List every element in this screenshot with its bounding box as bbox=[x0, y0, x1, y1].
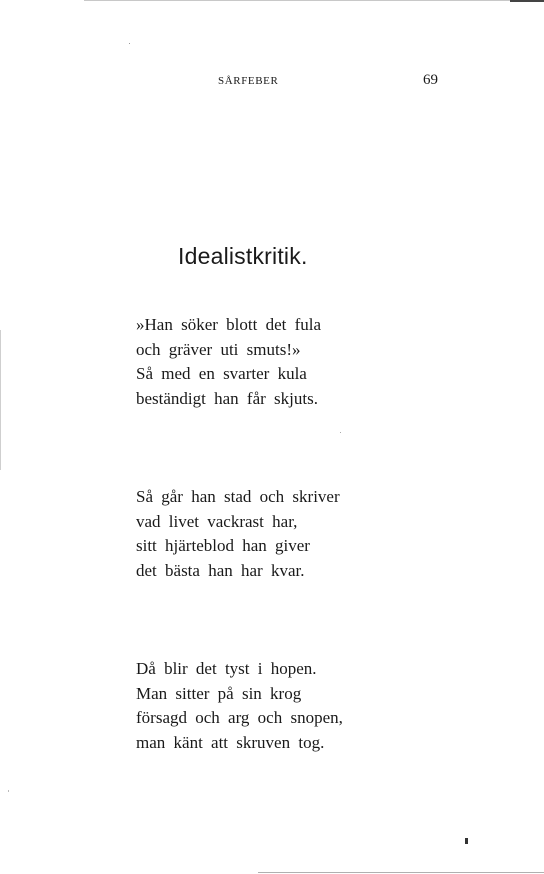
ink-speck bbox=[340, 432, 341, 433]
poem-line: försagd och arg och snopen, bbox=[136, 708, 343, 727]
scan-edge-bottom bbox=[258, 872, 544, 873]
poem-line: Då blir det tyst i hopen. bbox=[136, 659, 317, 678]
scan-edge-top bbox=[84, 0, 544, 1]
poem-line: Så med en svarter kula bbox=[136, 364, 307, 383]
poem-line: Man sitter på sin krog bbox=[136, 683, 302, 703]
stanza-2 bbox=[136, 485, 340, 583]
poem-line: Så går han stad och skriver bbox=[136, 487, 340, 506]
poem-line: sitt hjärteblod han giver bbox=[136, 536, 310, 555]
stanza-3 bbox=[136, 657, 343, 755]
poem-title: Idealistkritik. bbox=[178, 243, 308, 269]
poem-line: beständigt han får skjuts. bbox=[136, 388, 318, 408]
scan-edge-left bbox=[0, 330, 1, 470]
ink-speck bbox=[8, 790, 9, 792]
poem-line: och gräver uti smuts!» bbox=[136, 339, 301, 359]
page-number: 69 bbox=[423, 72, 438, 88]
ink-speck bbox=[465, 838, 468, 844]
ink-speck bbox=[129, 43, 130, 44]
stanza-1 bbox=[136, 313, 321, 411]
running-head: SÅRFEBER bbox=[218, 75, 279, 87]
poem-line: man känt att skruven tog. bbox=[136, 732, 325, 752]
poem-line: »Han söker blott det fula bbox=[136, 315, 322, 334]
poem-line: vad livet vackrast har, bbox=[136, 511, 298, 531]
poem-line: det bästa han har kvar. bbox=[136, 560, 305, 580]
scan-edge-top-mark bbox=[510, 0, 544, 2]
